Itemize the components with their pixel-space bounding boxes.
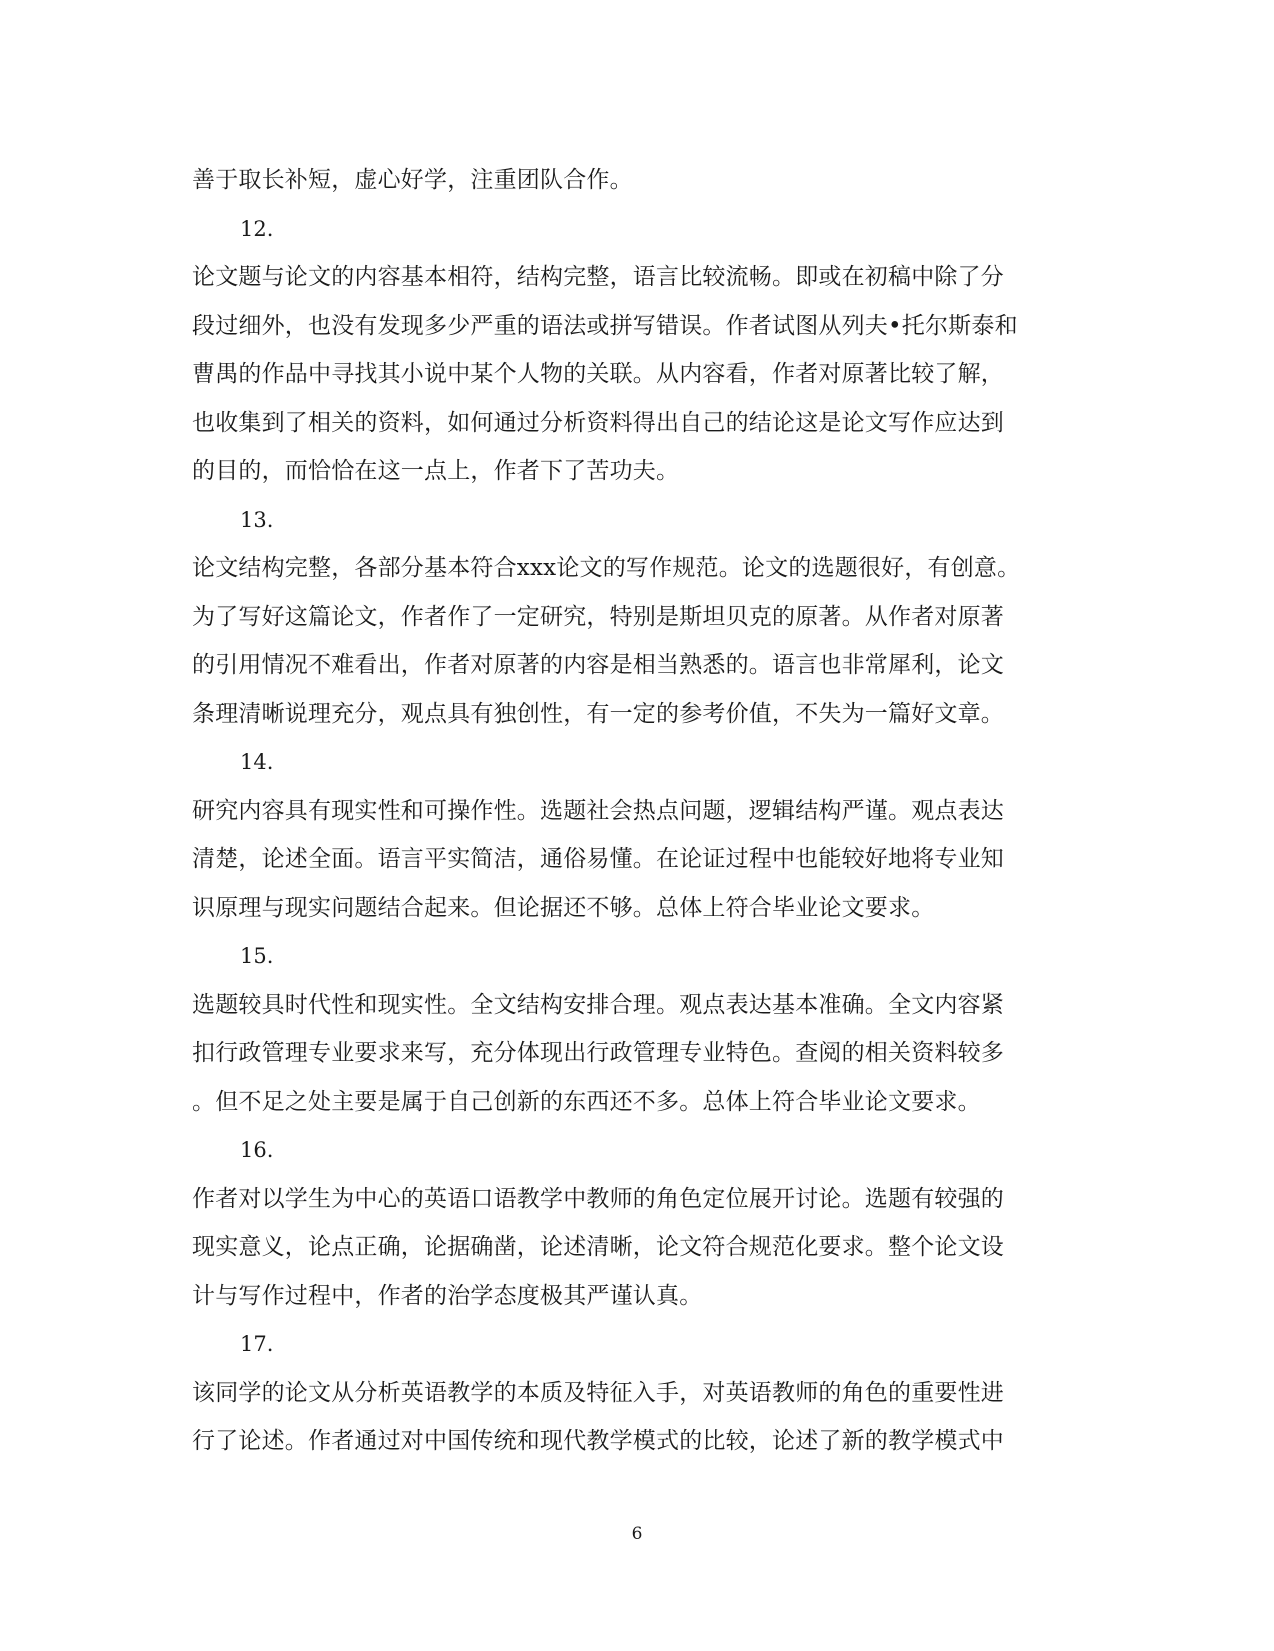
text-line: 选题较具时代性和现实性。全文结构安排合理。观点表达基本准确。全文内容紧 (192, 991, 1004, 1018)
text-line: 的目的，而恰恰在这一点上，作者下了苦功夫。 (192, 458, 680, 484)
text-line: 研究内容具有现实性和可操作性。选题社会热点问题，逻辑结构严谨。观点表达 (192, 797, 1004, 824)
text-line: 扣行政管理专业要求来写，充分体现出行政管理专业特色。查阅的相关资料较多 (192, 1040, 1004, 1066)
text-line: 行了论述。作者通过对中国传统和现代教学模式的比较，论述了新的教学模式中 (192, 1428, 1004, 1454)
text-line: 论文题与论文的内容基本相符，结构完整，语言比较流畅。即或在初稿中除了分 (192, 264, 1004, 290)
text-line: 清楚，论述全面。语言平实简洁，通俗易懂。在论证过程中也能较好地将专业知 (192, 846, 1004, 872)
text-line: 的引用情况不难看出，作者对原著的内容是相当熟悉的。语言也非常犀利，论文 (192, 652, 1004, 678)
text-line: 作者对以学生为中心的英语口语教学中教师的角色定位展开讨论。选题有较强的 (192, 1185, 1004, 1212)
section-number: 16. (240, 1138, 274, 1162)
text-line: 善于取长补短，虚心好学，注重团队合作。 (192, 167, 633, 193)
document-body (192, 156, 1092, 1466)
page-number: 6 (631, 1524, 643, 1544)
text-line: 识原理与现实问题结合起来。但论据还不够。总体上符合毕业论文要求。 (192, 894, 935, 921)
text-line: 也收集到了相关的资料，如何通过分析资料得出自己的结论这是论文写作应达到 (192, 409, 1004, 436)
text-line: 。但不足之处主要是属于自己创新的东西还不多。总体上符合毕业论文要求。 (192, 1088, 981, 1115)
section-number: 14. (240, 750, 274, 774)
text-line: 现实意义，论点正确，论据确凿，论述清晰，论文符合规范化要求。整个论文设 (192, 1234, 1004, 1260)
text-line: 条理清晰说理充分，观点具有独创性，有一定的参考价值，不失为一篇好文章。 (192, 700, 1004, 727)
section-number: 17. (240, 1332, 274, 1356)
text-line: 段过细外，也没有发现多少严重的语法或拼写错误。作者试图从列夫•托尔斯泰和 (192, 312, 1018, 339)
text-line: 计与写作过程中，作者的治学态度极其严谨认真。 (192, 1282, 703, 1309)
text-line: 曹禺的作品中寻找其小说中某个人物的关联。从内容看，作者对原著比较了解， (192, 361, 1004, 387)
section-number: 12. (240, 216, 274, 241)
text-line: 该同学的论文从分析英语教学的本质及特征入手，对英语教师的角色的重要性进 (192, 1379, 1004, 1406)
section-number: 13. (240, 507, 274, 532)
text-line: 论文结构完整，各部分基本符合xxx论文的写作规范。论文的选题很好，有创意。 (192, 555, 1021, 581)
section-number: 15. (240, 944, 274, 968)
text-line: 为了写好这篇论文，作者作了一定研究，特别是斯坦贝克的原著。从作者对原著 (192, 603, 1004, 630)
